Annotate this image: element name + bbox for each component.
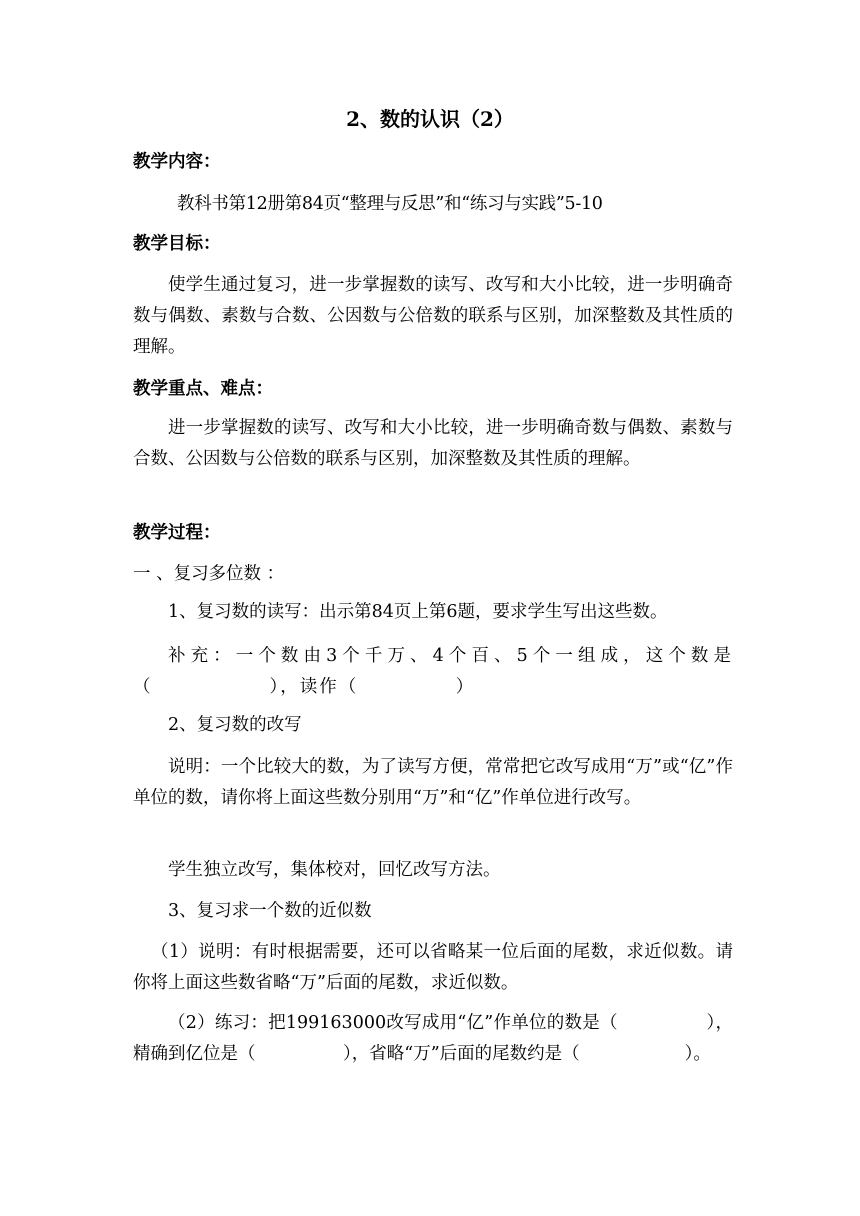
explain-text: 说明：一个比较大的数，为了读写方便，常常把它改写成用“万”或“亿”作单位的数，请你将上面这些数分别用“万”和“亿”作单位进行改写。 — [133, 757, 733, 808]
sub2-text: （2）练习：把199163000改写成用“亿”作单位的数是（ ），精确到亿位是（ ），省略“万”后面的尾数约是（ ）。 — [133, 1013, 733, 1064]
content-text: 教科书第12册第84页“整理与反思”和“练习与实践”5-10 — [177, 194, 603, 214]
item1: 1、复习数的读写：出示第84页上第6题，要求学生写出这些数。 — [168, 602, 668, 622]
section1-title: 一 、复习多位数 ： — [133, 564, 285, 584]
key-heading: 教学重点、难点： — [133, 379, 273, 399]
item3: 3、复习求一个数的近似数 — [168, 901, 372, 921]
goal-heading: 教学目标： — [133, 234, 221, 254]
item2: 2、复习数的改写 — [168, 715, 302, 735]
sub1-text: （1）说明：有时根据需要，还可以省略某一位后面的尾数，求近似数。请你将上面这些数省略“万”后面的尾数，求近似数。 — [133, 942, 733, 993]
supplement: 补充：一个数由3个千万、4个百、5个一组成，这个数是（ ），读作（ ） — [133, 646, 733, 697]
content-heading: 教学内容： — [133, 152, 221, 172]
goal-text: 使学生通过复习，进一步掌握数的读写、改写和大小比较，进一步明确奇数与偶数、素数与合数、公因数与公倍数的联系与区别，加深整数及其性质的理解。 — [133, 275, 733, 357]
student-text: 学生独立改写，集体校对，回忆改写方法。 — [168, 860, 501, 880]
key-text: 进一步掌握数的读写、改写和大小比较，进一步明确奇数与偶数、素数与合数、公因数与公倍数的联系与区别，加深整数及其性质的理解。 — [133, 418, 733, 469]
page-title: 2、数的认识（2） — [346, 107, 514, 131]
process-heading: 教学过程： — [133, 523, 221, 543]
